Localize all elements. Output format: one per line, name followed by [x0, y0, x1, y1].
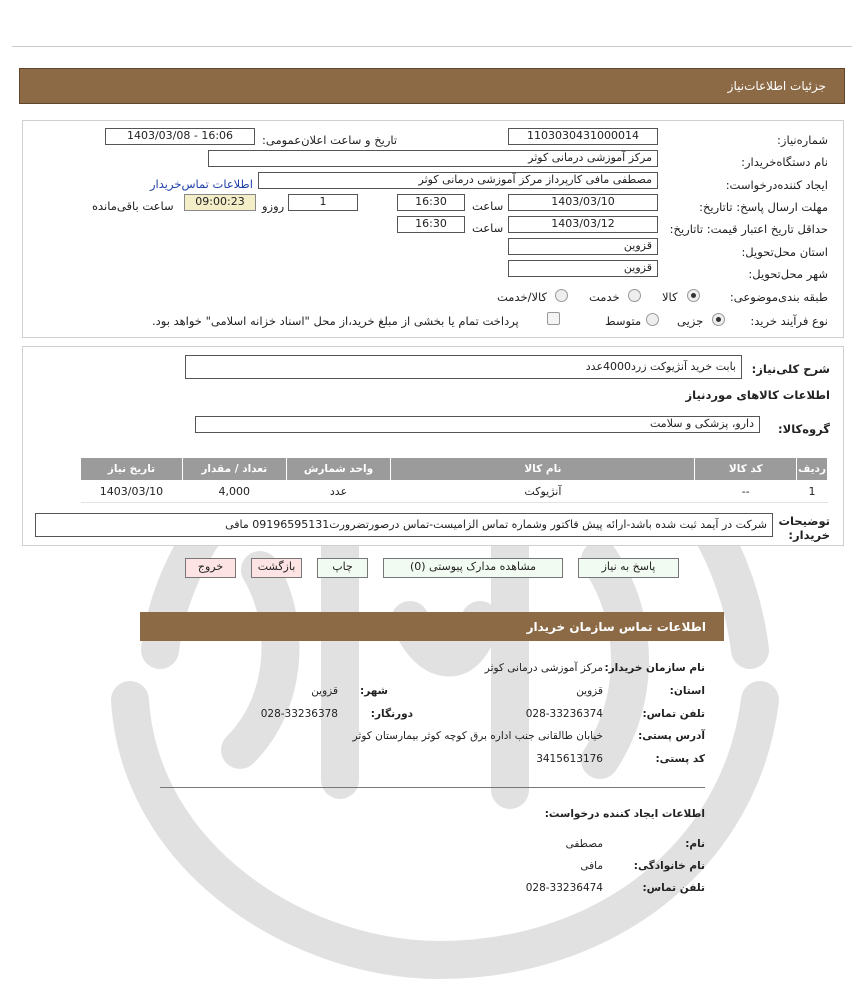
contact-divider — [160, 787, 705, 788]
category-radio-both[interactable] — [555, 289, 568, 302]
group-label: گروه‌کالا: — [778, 422, 830, 436]
goods-info-title: اطلاعات کالاهای موردنیاز — [685, 388, 830, 402]
category-option-service: خدمت — [589, 290, 620, 304]
contact-province-label: استان: — [669, 685, 705, 697]
days-field: 1 — [288, 194, 358, 211]
col-code: کد کالا — [695, 458, 797, 481]
buyer-notes-field: شرکت در آیمد ثبت شده باشد-ارائه پیش فاکتور وشماره تماس الزامیست-تماس درصورتضرورت09196595131 مافی — [35, 513, 773, 537]
contact-postal-value: 3415613176 — [536, 753, 603, 765]
description-field: بابت خرید آنژیوکت زرد4000عدد — [185, 355, 742, 379]
contact-phone-value: 028-33236374 — [525, 708, 603, 720]
days-label: روزو — [262, 199, 285, 213]
creator-info-title: اطلاعات ایجاد کننده درخواست: — [544, 808, 705, 820]
goods-table-header — [81, 458, 828, 481]
creator-field: مصطفی مافی کارپرداز مرکز آموزشی درمانی کوثر — [258, 172, 658, 189]
city-field: قزوین — [508, 260, 658, 277]
col-row: ردیف — [797, 458, 828, 481]
need-number-field: 1103030431000014 — [508, 128, 658, 145]
contact-city-label: شهر: — [360, 685, 388, 697]
process-label: نوع فرآیند خرید: — [750, 314, 828, 328]
top-divider — [12, 46, 852, 47]
category-option-goods: کالا — [662, 290, 678, 304]
goods-table — [80, 457, 828, 503]
page-title: جزئیات اطلاعات‌نیاز — [727, 79, 826, 93]
contact-address-label: آدرس پستی: — [638, 730, 705, 742]
process-option-minor: جزیی — [677, 314, 704, 328]
creator-family-label: نام خانوادگی: — [633, 860, 705, 872]
process-option-medium: متوسط — [605, 314, 642, 328]
process-radio-minor[interactable] — [712, 313, 725, 326]
announce-label: تاریخ و ساعت اعلان‌عمومی: — [262, 133, 398, 147]
buyer-org-label: نام دستگاه‌خریدار: — [741, 155, 828, 169]
deadline-time-field: 16:30 — [397, 194, 465, 211]
col-date: تاریخ نیاز — [81, 458, 183, 481]
category-label: طبقه بندی‌موضوعی: — [729, 290, 828, 304]
city-label: شهر محل‌تحویل: — [748, 267, 828, 281]
creator-phone-value: 028-33236474 — [525, 882, 603, 894]
table-row — [81, 481, 828, 503]
row-name: آنژیوکت — [391, 481, 695, 503]
buyer-notes-label: توضیحات خریدار: — [778, 514, 830, 542]
validity-time-label: ساعت — [472, 221, 504, 235]
page-header — [19, 68, 845, 104]
contact-province-value: قزوین — [576, 685, 603, 697]
back-button[interactable]: بازگشت — [251, 558, 302, 578]
col-name: نام کالا — [391, 458, 695, 481]
creator-label: ایجاد کننده‌درخواست: — [725, 178, 828, 192]
category-radio-service[interactable] — [628, 289, 641, 302]
validity-time-field: 16:30 — [397, 216, 465, 233]
row-index: 1 — [797, 481, 828, 503]
contact-org-label: نام سازمان خریدار: — [604, 662, 705, 674]
category-option-both: کالا/خدمت — [497, 290, 548, 304]
deadline-time-label: ساعت — [472, 199, 504, 213]
treasury-payment-checkbox[interactable] — [547, 312, 560, 325]
creator-phone-label: تلفن تماس: — [642, 882, 705, 894]
contact-org-value: مرکز آموزشی درمانی کوثر — [484, 662, 603, 674]
print-button[interactable]: چاپ — [317, 558, 368, 578]
process-radio-medium[interactable] — [646, 313, 659, 326]
contact-fax-label: دورنگار: — [370, 708, 413, 720]
reply-button[interactable]: پاسخ به نیاز — [578, 558, 679, 578]
contact-fax-value: 028-33236378 — [260, 708, 338, 720]
announce-field: 1403/03/08 - 16:06 — [105, 128, 255, 145]
col-qty: تعداد / مقدار — [182, 458, 286, 481]
row-code: -- — [695, 481, 797, 503]
province-field: قزوین — [508, 238, 658, 255]
buyer-org-field: مرکز آموزشی درمانی کوثر — [208, 150, 658, 167]
contact-title: اطلاعات تماس سازمان خریدار — [526, 619, 706, 634]
category-radio-goods[interactable] — [687, 289, 700, 302]
deadline-label: مهلت ارسال پاسخ: تاتاریخ: — [699, 200, 828, 214]
need-number-label: شماره‌نیاز: — [777, 133, 828, 147]
row-date: 1403/03/10 — [81, 481, 183, 503]
contact-header — [140, 612, 724, 641]
creator-name-label: نام: — [685, 838, 705, 850]
attachments-button[interactable]: مشاهده مدارک پیوستی (0) — [383, 558, 563, 578]
col-unit: واحد شمارش — [286, 458, 391, 481]
creator-family-value: مافی — [580, 860, 603, 872]
deadline-date-field: 1403/03/10 — [508, 194, 658, 211]
validity-label: حداقل تاریخ اعتبار قیمت: تاتاریخ: — [669, 222, 828, 236]
creator-name-value: مصطفی — [565, 838, 603, 850]
province-label: استان محل‌تحویل: — [741, 245, 828, 259]
contact-phone-label: تلفن تماس: — [642, 708, 705, 720]
treasury-payment-note: پرداخت تمام یا بخشی از مبلغ خرید،از محل "اسناد خزانه اسلامی" خواهد بود. — [152, 314, 519, 328]
contact-postal-label: کد پستی: — [655, 753, 705, 765]
exit-button[interactable]: خروج — [185, 558, 236, 578]
description-label: شرح کلی‌نیاز: — [751, 362, 830, 376]
remaining-time-field: 09:00:23 — [184, 194, 256, 211]
row-qty: 4,000 — [182, 481, 286, 503]
contact-address-value: خیابان طالقانی جنب اداره برق کوچه کوثر بیمارستان کوثر — [352, 730, 603, 742]
validity-date-field: 1403/03/12 — [508, 216, 658, 233]
contact-city-value: قزوین — [311, 685, 338, 697]
row-unit: عدد — [286, 481, 391, 503]
buyer-contact-link[interactable]: اطلاعات تماس‌خریدار — [150, 177, 253, 191]
remaining-label: ساعت باقی‌مانده — [92, 199, 174, 213]
group-field: دارو، پزشکی و سلامت — [195, 416, 760, 433]
